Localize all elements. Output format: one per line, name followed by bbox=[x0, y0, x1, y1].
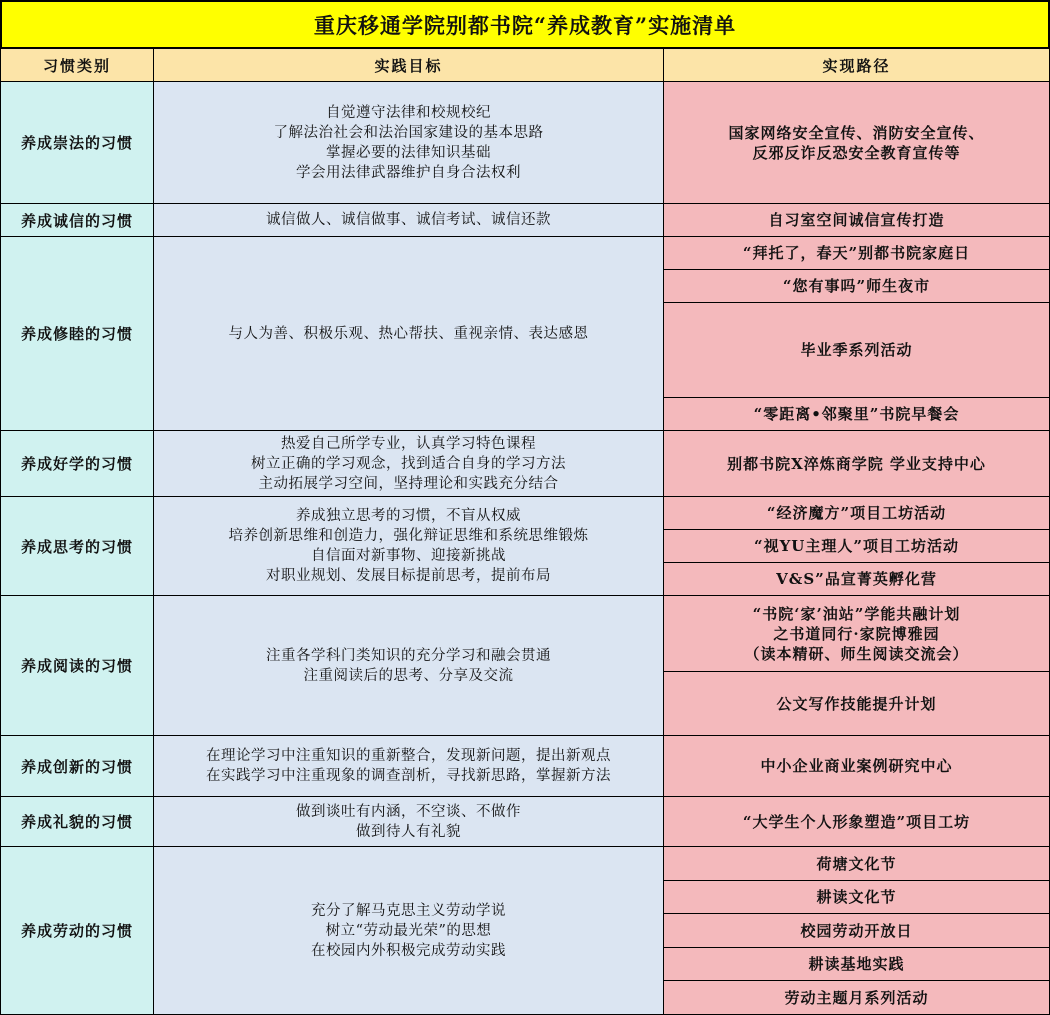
goal-line: 在校园内外积极完成劳动实践 bbox=[311, 942, 506, 959]
goal-line: 自信面对新事物、迎接新挑战 bbox=[311, 548, 506, 564]
practice-goal bbox=[153, 796, 664, 847]
implementation-path bbox=[663, 735, 1050, 797]
path-line: 荷塘文化节 bbox=[816, 854, 897, 873]
goal-line: 主动拓展学习空间，坚持理论和实践充分结合 bbox=[258, 475, 559, 492]
habit-category: 养成礼貌的习惯 bbox=[0, 796, 154, 847]
path-line: “您有事吗”师生夜市 bbox=[782, 277, 931, 295]
implementation-path bbox=[663, 81, 1050, 204]
implementation-path bbox=[663, 397, 1050, 431]
implementation-path bbox=[663, 846, 1050, 881]
path-line: 之书道同行·家院博雅园 bbox=[773, 624, 940, 643]
path-line: 校园劳动开放日 bbox=[800, 921, 913, 940]
goal-line: 注重阅读后的思考、分享及交流 bbox=[303, 667, 514, 684]
header-goal: 实践目标 bbox=[153, 48, 664, 82]
header-category: 习惯类别 bbox=[0, 48, 154, 82]
implementation-path bbox=[663, 496, 1050, 530]
implementation-path bbox=[663, 880, 1050, 914]
goal-line: 树立正确的学习观念，找到适合自身的学习方法 bbox=[251, 455, 566, 472]
implementation-path bbox=[663, 236, 1050, 270]
path-line: 毕业季系列活动 bbox=[800, 341, 913, 359]
goal-line: 掌握必要的法律知识基础 bbox=[326, 144, 491, 161]
habit-category: 养成修睦的习惯 bbox=[0, 236, 154, 431]
path-line: 国家网络安全宣传、消防安全宣传、 bbox=[728, 123, 985, 142]
practice-goal bbox=[153, 735, 664, 797]
habit-category: 养成诚信的习惯 bbox=[0, 203, 154, 237]
practice-goal bbox=[153, 496, 664, 596]
habit-category: 养成好学的习惯 bbox=[0, 430, 154, 497]
habit-category: 养成创新的习惯 bbox=[0, 735, 154, 797]
implementation-path bbox=[663, 430, 1050, 497]
goal-line: 了解法治社会和法治国家建设的基本思路 bbox=[273, 124, 544, 141]
implementation-path bbox=[663, 203, 1050, 237]
path-line: 公文写作技能提升计划 bbox=[776, 694, 937, 713]
path-line: 反邪反诈反恐安全教育宣传等 bbox=[752, 143, 961, 162]
practice-goal bbox=[153, 203, 664, 237]
path-line: 耕读文化节 bbox=[816, 888, 897, 906]
path-line: （读本精研、师生阅读交流会） bbox=[744, 644, 969, 663]
goal-line: 充分了解马克思主义劳动学说 bbox=[311, 902, 506, 919]
implementation-path bbox=[663, 947, 1050, 981]
goal-line: 养成独立思考的习惯，不盲从权威 bbox=[296, 508, 521, 524]
path-line: “大学生个人形象塑造”项目工坊 bbox=[742, 812, 971, 831]
goal-line: 在实践学习中注重现象的调查剖析，寻找新思路，掌握新方法 bbox=[206, 768, 611, 784]
goal-line: 学会用法律武器维护自身合法权利 bbox=[296, 164, 521, 181]
goal-line: 做到谈吐有内涵，不空谈、不做作 bbox=[296, 803, 521, 820]
implementation-path bbox=[663, 529, 1050, 563]
implementation-path bbox=[663, 913, 1050, 948]
habit-category: 养成劳动的习惯 bbox=[0, 846, 154, 1015]
path-line: V&S”品宣菁英孵化营 bbox=[776, 570, 937, 588]
implementation-path bbox=[663, 671, 1050, 736]
path-line: “零距离•邻聚里”书院早餐会 bbox=[753, 405, 960, 423]
goal-line: 树立“劳动最光荣”的思想 bbox=[325, 922, 492, 939]
habit-category: 养成崇法的习惯 bbox=[0, 81, 154, 204]
goal-line: 对职业规划、发展目标提前思考，提前布局 bbox=[266, 568, 551, 584]
habit-category: 养成阅读的习惯 bbox=[0, 595, 154, 736]
goal-line: 与人为善、积极乐观、热心帮扶、重视亲情、表达感恩 bbox=[228, 325, 589, 342]
goal-line: 注重各学科门类知识的充分学习和融会贯通 bbox=[266, 647, 551, 664]
path-line: “经济魔方”项目工坊活动 bbox=[766, 504, 947, 522]
implementation-path bbox=[663, 562, 1050, 596]
goal-line: 做到待人有礼貌 bbox=[356, 823, 461, 840]
path-line: “视YU主理人”项目工坊活动 bbox=[753, 537, 960, 555]
practice-goal bbox=[153, 846, 664, 1015]
implementation-path bbox=[663, 980, 1050, 1015]
path-line: 中小企业商业案例研究中心 bbox=[760, 757, 953, 775]
path-line: “拜托了，春天”别都书院家庭日 bbox=[742, 244, 971, 262]
goal-line: 在理论学习中注重知识的重新整合，发现新问题，提出新观点 bbox=[206, 748, 611, 764]
implementation-path bbox=[663, 269, 1050, 303]
header-path: 实现路径 bbox=[663, 48, 1050, 82]
goal-line: 培养创新思维和创造力，强化辩证思维和系统思维锻炼 bbox=[228, 528, 589, 544]
implementation-path bbox=[663, 302, 1050, 398]
practice-goal bbox=[153, 81, 664, 204]
goal-line: 热爱自己所学专业，认真学习特色课程 bbox=[281, 435, 536, 452]
page-title: 重庆移通学院别都书院“养成教育”实施清单 bbox=[0, 0, 1050, 49]
habit-category: 养成思考的习惯 bbox=[0, 496, 154, 596]
practice-goal bbox=[153, 595, 664, 736]
goal-line: 自觉遵守法律和校规校纪 bbox=[326, 104, 491, 121]
practice-goal bbox=[153, 236, 664, 431]
path-line: 劳动主题月系列活动 bbox=[784, 988, 929, 1007]
path-line: 别都书院X淬炼商学院 学业支持中心 bbox=[727, 454, 986, 473]
implementation-path bbox=[663, 796, 1050, 847]
goal-line: 诚信做人、诚信做事、诚信考试、诚信还款 bbox=[266, 212, 551, 228]
practice-goal bbox=[153, 430, 664, 497]
path-line: 耕读基地实践 bbox=[808, 955, 905, 973]
path-line: 自习室空间诚信宣传打造 bbox=[768, 211, 945, 229]
implementation-path bbox=[663, 595, 1050, 672]
path-line: “书院‘家’油站”学能共融计划 bbox=[752, 604, 961, 623]
